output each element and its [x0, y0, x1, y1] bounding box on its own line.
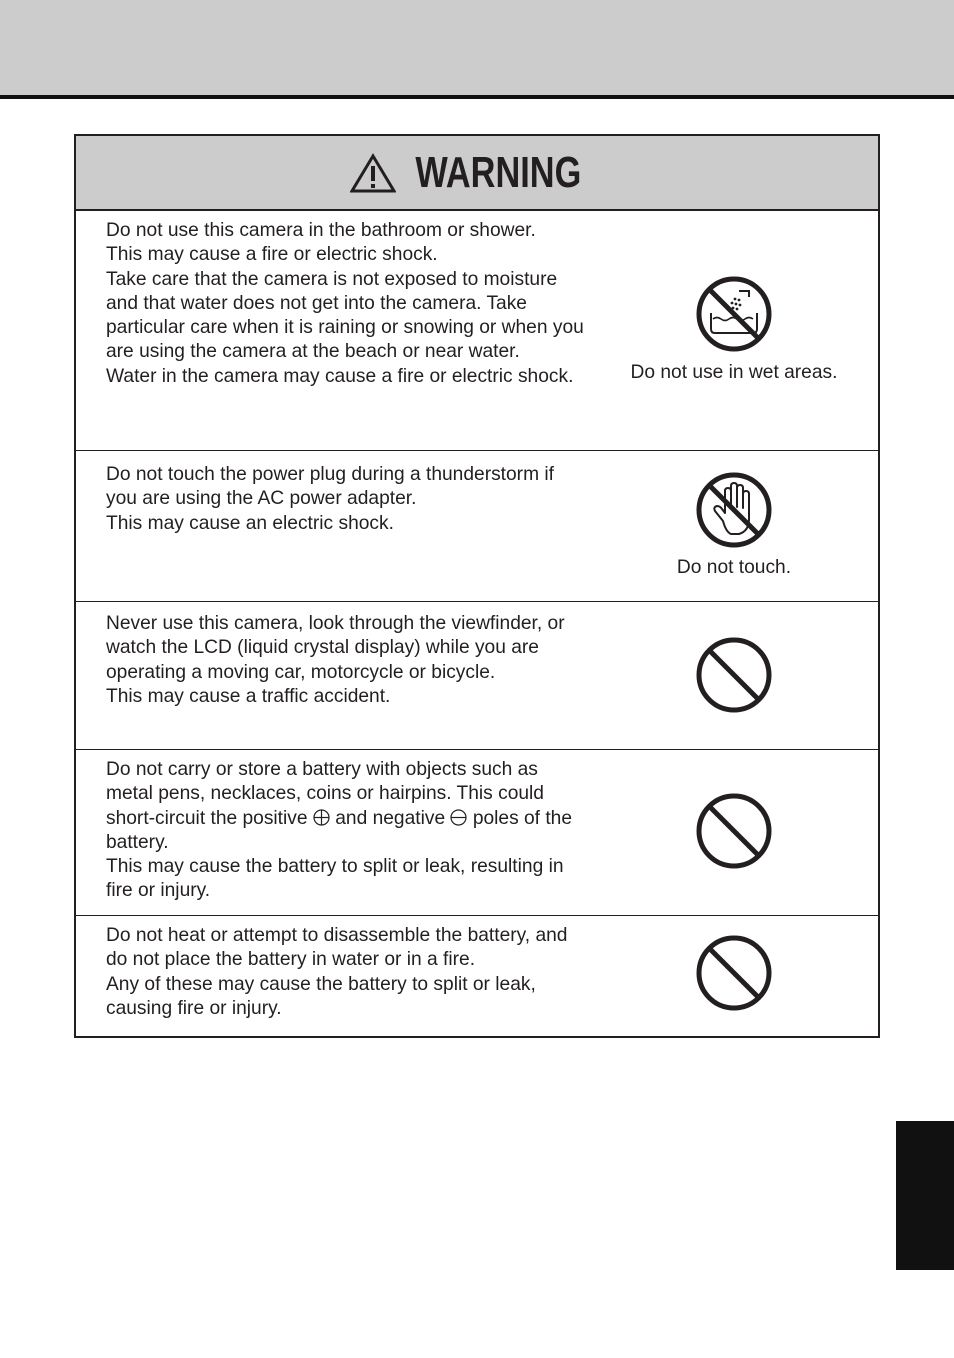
prohibited-icon: [695, 636, 773, 714]
warning-row-moving-vehicle: [76, 602, 878, 750]
paragraph-fragment: and negative: [335, 807, 446, 829]
warning-box: [74, 134, 880, 1038]
prohibited-icon: [695, 934, 773, 1012]
row-text: [106, 924, 586, 1021]
row-paragraph: Take care that the camera is not exposed to moisture and that water does not get into the camera. Take particular care when it is raining or snowing or when you are using the camera at the beach or near water.: [106, 268, 584, 363]
row-text: [106, 758, 586, 904]
positive-pole-icon: [313, 809, 330, 826]
warning-triangle-icon: [350, 153, 396, 193]
row-paragraph: Never use this camera, look through the viewfinder, or watch the LCD (liquid crystal display) while you are operating a moving car, motorcycle or bicycle.: [106, 613, 565, 683]
row-paragraph: [106, 758, 586, 855]
row-text: [106, 219, 586, 389]
section-tab: [896, 1121, 954, 1270]
top-header-band: [0, 0, 954, 96]
no-wet-areas-icon: [695, 275, 773, 353]
paragraph-fragment: poles of the battery.: [106, 807, 573, 853]
row-text: [106, 612, 586, 709]
row-paragraph: Water in the camera may cause a fire or electric shock.: [106, 365, 574, 387]
do-not-touch-icon: [695, 471, 773, 549]
warning-title: WARNING: [415, 147, 581, 197]
row-paragraph: This may cause a fire or electric shock.: [106, 244, 438, 266]
row-caption: Do not use in wet areas.: [630, 362, 838, 383]
row-paragraph: Do not use this camera in the bathroom or shower.: [106, 220, 536, 241]
negative-pole-icon: [450, 809, 467, 826]
warning-row-battery-heat: [76, 916, 878, 1037]
warning-row-battery-storage: [76, 750, 878, 916]
row-paragraph: Do not touch the power plug during a thunderstorm if you are using the AC power adapter.: [106, 464, 554, 510]
top-divider: [0, 95, 954, 99]
warning-row-power-plug: [76, 451, 878, 602]
warning-header: [76, 136, 878, 211]
row-paragraph: Any of these may cause the battery to split or leak, causing fire or injury.: [106, 973, 536, 1019]
row-paragraph: Do not heat or attempt to disassemble the battery, and do not place the battery in water or in a fire.: [106, 925, 568, 971]
row-paragraph: This may cause a traffic accident.: [106, 685, 391, 707]
warning-row-wet-areas: [76, 211, 878, 451]
paragraph-fragment: Do not carry or store a battery with objects such as metal pens, necklaces, coins or hairpins. This could short-circuit the positive: [106, 759, 544, 829]
row-paragraph: This may cause the battery to split or leak, resulting in fire or injury.: [106, 856, 564, 902]
row-text: [106, 463, 586, 536]
row-paragraph: This may cause an electric shock.: [106, 512, 394, 534]
prohibited-icon: [695, 792, 773, 870]
row-caption: Do not touch.: [676, 557, 792, 578]
